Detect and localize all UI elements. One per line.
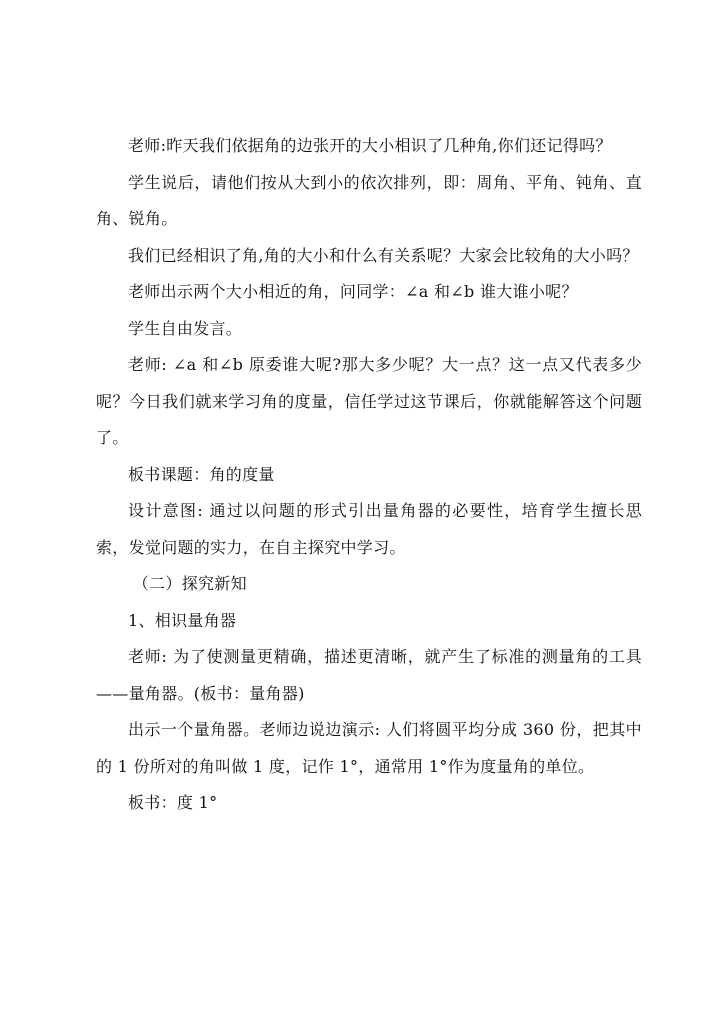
paragraph-degree-definition: 出示一个量角器。老师边说边演示: 人们将圆平均分成 360 份，把其中的 1 份所对的角叫做 1 度，记作 1°，通常用 1°作为度量角的单位。 [96,720,642,776]
paragraph-students-speak: 学生自由发言。 [128,318,243,338]
paragraph-angle-size-question: 我们已经相识了角,角的大小和什么有关系呢？大家会比较角的大小吗？ [128,245,639,265]
paragraph-blackboard-topic: 板书课题：角的度量 [128,464,275,484]
paragraph-two-angles: 老师出示两个大小相近的角，问同学：∠a 和∠b 谁大谁小呢？ [128,282,578,301]
document-body [96,128,642,822]
section-heading-explore: （二）探究新知 [132,574,247,593]
paragraph-design-intent: 设计意图: 通过以问题的形式引出量角器的必要性，培育学生擅长思索，发觉问题的实力，在自主探究中学习。 [96,501,642,557]
paragraph-teacher-intro: 老师: ∠a 和∠b 原委谁大呢?那大多少呢？大一点？这一点又代表多少呢？今日我们就来学习角的度量，信任学过这节课后，你就能解答这个问题了。 [96,355,642,447]
paragraph-protractor-intro: 老师: 为了使测量更精确，描述更清晰，就产生了标准的测量角的工具——量角器。(板书：量角器) [96,647,642,703]
paragraph-teacher-question: 老师:昨天我们依据角的边张开的大小相识了几种角,你们还记得吗？ [128,136,612,155]
paragraph-blackboard-degree: 板书：度 1° [128,793,218,812]
paragraph-student-ordering: 学生说后，请他们按从大到小的依次排列，即：周角、平角、钝角、直角、锐角。 [96,172,642,228]
subsection-heading-protractor: 1、相识量角器 [128,610,237,630]
